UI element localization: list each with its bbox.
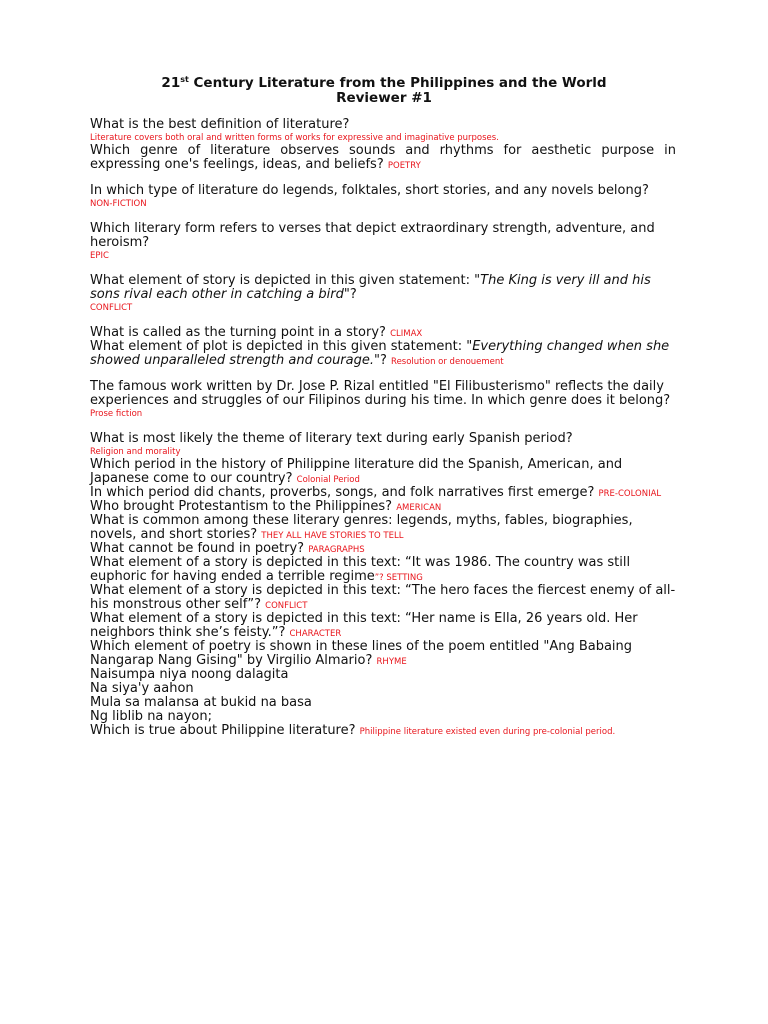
question-text: Which period in the history of Philippine literature did the Spanish, American, and Japanese come to our country? (90, 457, 623, 486)
question-text: The famous work written by Dr. Jose P. Rizal entitled "El Filibusterismo" reflects the daily experiences and struggles of our Filipinos during his time. In which genre does it belong? (90, 379, 671, 408)
question-17 (90, 612, 676, 640)
question-15 (90, 556, 676, 584)
question-text: What is common among these literary genres: legends, myths, fables, biographies, novels, and short stories? (90, 513, 633, 542)
question-text: What cannot be found in poetry? (90, 541, 305, 556)
answer-9: Religion and morality (90, 447, 181, 457)
question-text: What element of plot is depicted in this given statement: " (90, 339, 473, 354)
question-text: What element of a story is depicted in this text: “Her name is Ella, 26 years old. Her neighbors think she’s feisty.”? (90, 611, 638, 640)
question-5 (90, 274, 676, 302)
question-7 (90, 340, 676, 368)
answer-14: PARAGRAPHS (308, 545, 365, 555)
question-11 (90, 486, 676, 500)
question-4 (90, 222, 676, 250)
title-line-2: Reviewer #1 (336, 90, 432, 106)
question-text: What is the best definition of literature? (90, 117, 350, 132)
question-text: Which element of poetry is shown in these lines of the poem entitled "Ang Babaing Nangarap Nang Gising" by Virgilio Almario? (90, 639, 633, 668)
question-text: Who brought Protestantism to the Philippines? (90, 499, 393, 514)
question-text: In which type of literature do legends, folktales, short stories, and any novels belong? (90, 183, 649, 198)
answer-18: RHYME (376, 657, 407, 667)
question-text: What element of story is depicted in this given statement: " (90, 273, 481, 288)
answer-3: NON-FICTION (90, 199, 147, 209)
answer-1: Literature covers both oral and written forms of works for expressive and imaginative purposes. (90, 133, 499, 143)
question-6 (90, 326, 676, 340)
question-16 (90, 584, 676, 612)
answer-10: Colonial Period (296, 475, 360, 485)
answer-4: EPIC (90, 251, 109, 261)
question-text: What element of a story is depicted in this text: “It was 1986. The country was still euphoric for having ended a terrible regime (90, 555, 631, 584)
answer-16: CONFLICT (265, 601, 308, 611)
title-number: 21 (161, 75, 181, 91)
quoted-statement: The King is very ill and his sons rival each other in catching a bird (90, 273, 651, 302)
question-text: Which genre of literature observes sounds and rhythms for aesthetic purpose in expressing one's feelings, ideas, and beliefs? (90, 143, 676, 172)
poem-line-1: Naisumpa niya noong dalagita (90, 667, 289, 682)
reviewer-body (90, 118, 676, 738)
answer-5: CONFLICT (90, 303, 133, 313)
question-text: What is called as the turning point in a story? (90, 325, 386, 340)
question-9 (90, 432, 676, 446)
question-14 (90, 542, 676, 556)
title-line-1 (0, 76, 768, 91)
question-text: What is most likely the theme of literary text during early Spanish period? (90, 431, 573, 446)
answer-6: CLIMAX (390, 329, 423, 339)
question-text-end: "? (374, 353, 387, 368)
poem-line-2: Na siya'y aahon (90, 681, 194, 696)
answer-17: CHARACTER (289, 629, 342, 639)
answer-7: Resolution or denouement (391, 357, 504, 367)
question-text: Which is true about Philippine literature? (90, 723, 356, 738)
poem-line-4: Ng liblib na nayon; (90, 709, 213, 724)
answer-11: PRE-COLONIAL (598, 489, 662, 499)
question-text-end: "? (343, 287, 357, 302)
question-3 (90, 184, 676, 198)
quoted-statement: Everything changed when she showed unparalleled strength and courage. (90, 339, 670, 368)
answer-8: Prose fiction (90, 409, 143, 419)
question-text: Which literary form refers to verses that depict extraordinary strength, adventure, and heroism? (90, 221, 655, 250)
answer-15: ”? SETTING (374, 573, 423, 583)
question-10 (90, 458, 676, 486)
question-text: In which period did chants, proverbs, songs, and folk narratives first emerge? (90, 485, 595, 500)
question-12 (90, 500, 676, 514)
question-18 (90, 640, 676, 668)
document-title (0, 76, 768, 106)
question-text: What element of a story is depicted in this text: “The hero faces the fiercest enemy of all- his monstrous other self”? (90, 583, 676, 612)
question-2 (90, 144, 676, 172)
question-1 (90, 118, 676, 132)
answer-12: AMERICAN (396, 503, 442, 513)
poem-line-3: Mula sa malansa at bukid na basa (90, 695, 312, 710)
title-text: Century Literature from the Philippines and the World (188, 75, 607, 91)
question-19 (90, 724, 676, 738)
title-ordinal-suffix: st (180, 75, 189, 84)
answer-2: POETRY (387, 161, 421, 171)
answer-19: Philippine literature existed even during pre-colonial period. (359, 727, 616, 737)
question-13 (90, 514, 676, 542)
answer-13: THEY ALL HAVE STORIES TO TELL (261, 531, 404, 541)
question-8 (90, 380, 676, 408)
